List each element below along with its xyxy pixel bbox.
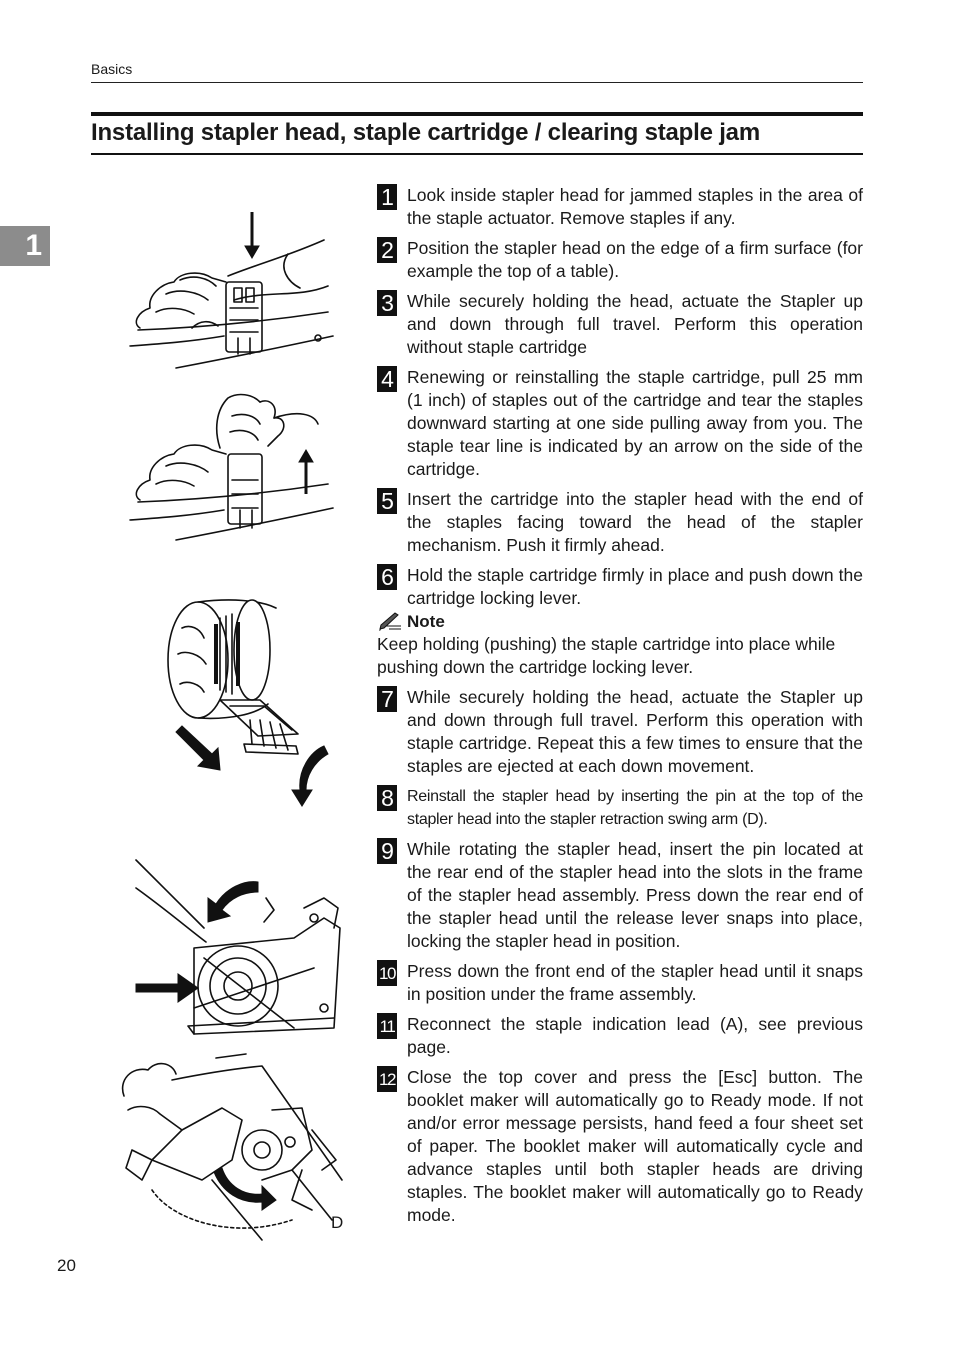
step-8 [377, 785, 863, 831]
step-text: Reinstall the stapler head by inserting the pin at the top of the stapler head into the stapler retraction swing arm (D). [407, 788, 863, 828]
step-number: 7 [377, 686, 397, 712]
step-text: Renewing or reinstalling the staple cartridge, pull 25 mm (1 inch) of staples out of the cartridge and tear the staples downward starting at one side pulling away from you. The staple tear line is indicated by an arrow on the side of the cartridge. [407, 367, 863, 479]
figure-label-d: D [331, 1213, 344, 1232]
step-12 [377, 1066, 863, 1227]
step-number: 10 [377, 960, 397, 986]
pencil-note-icon [377, 612, 403, 632]
illustration-actuate-stapler [128, 208, 342, 374]
step-number: 11 [377, 1013, 397, 1039]
step-text: While rotating the stapler head, insert the pin located at the rear end of the stapler head into the slots in the frame of the stapler head assembly. Press down the rear end of the stapler head until the release lever snaps into place, locking the stapler head in position. [407, 839, 863, 951]
step-1 [377, 184, 863, 230]
illustration-reinstall-head [134, 858, 344, 1044]
step-number: 4 [377, 366, 397, 392]
step-6 [377, 564, 863, 610]
step-5 [377, 488, 863, 557]
step-text: Insert the cartridge into the stapler head with the end of the staples facing toward the head of the stapler mechanism. Push it firmly ahead. [407, 489, 863, 555]
title-rule-top [91, 112, 863, 116]
page-number: 20 [57, 1256, 76, 1275]
step-number: 12 [377, 1066, 397, 1092]
step-9 [377, 838, 863, 953]
illustration-swing-arm [112, 1050, 344, 1246]
step-text: Reconnect the staple indication lead (A), see previous page. [407, 1014, 863, 1057]
header-rule [91, 82, 863, 83]
step-text: While securely holding the head, actuate the Stapler up and down through full travel. Perform this operation with staple cartridge. Repeat this a few times to ensure that the staples are ejected at each down movement. [407, 687, 863, 776]
note-body: Keep holding (pushing) the staple cartridge into place while pushing down the cartridge locking lever. [377, 634, 836, 677]
step-4 [377, 366, 863, 481]
step-number: 1 [377, 184, 397, 210]
step-text: While securely holding the head, actuate the Stapler up and down through full travel. Perform this operation without staple cartridge [407, 291, 863, 357]
step-number: 8 [377, 785, 397, 811]
step-3 [377, 290, 863, 359]
step-10 [377, 960, 863, 1006]
note-heading [377, 611, 863, 633]
step-number: 5 [377, 488, 397, 514]
step-text: Hold the staple cartridge firmly in place and push down the cartridge locking lever. [407, 565, 863, 608]
running-head: Basics [91, 61, 133, 77]
note-heading-text: Note [407, 612, 445, 631]
step-text: Close the top cover and press the [Esc] button. The booklet maker will automatically go to Ready mode. If not and/or error message persists, hand feed a four sheet set of paper. The booklet maker will automatically cycle and advance staples until both stapler heads are driving staples. The booklet maker will automatically go to Ready mode. [407, 1067, 863, 1225]
illustration-staple-cartridge [160, 594, 336, 808]
step-number: 2 [377, 237, 397, 263]
step-2 [377, 237, 863, 283]
chapter-tab: 1 [0, 226, 50, 266]
step-11 [377, 1013, 863, 1059]
step-7 [377, 686, 863, 778]
steps-list [377, 184, 863, 1234]
illustration-pull-stapler [128, 390, 342, 546]
step-number: 6 [377, 564, 397, 590]
page-title: Installing stapler head, staple cartridge / clearing staple jam [91, 119, 760, 146]
step-text: Press down the front end of the stapler head until it snaps in position under the frame assembly. [407, 961, 863, 1004]
title-rule-bottom [91, 153, 863, 155]
step-text: Position the stapler head on the edge of a firm surface (for example the top of a table). [407, 238, 863, 281]
step-number: 3 [377, 290, 397, 316]
step-text: Look inside stapler head for jammed staples in the area of the staple actuator. Remove staples if any. [407, 185, 863, 228]
step-number: 9 [377, 838, 397, 864]
